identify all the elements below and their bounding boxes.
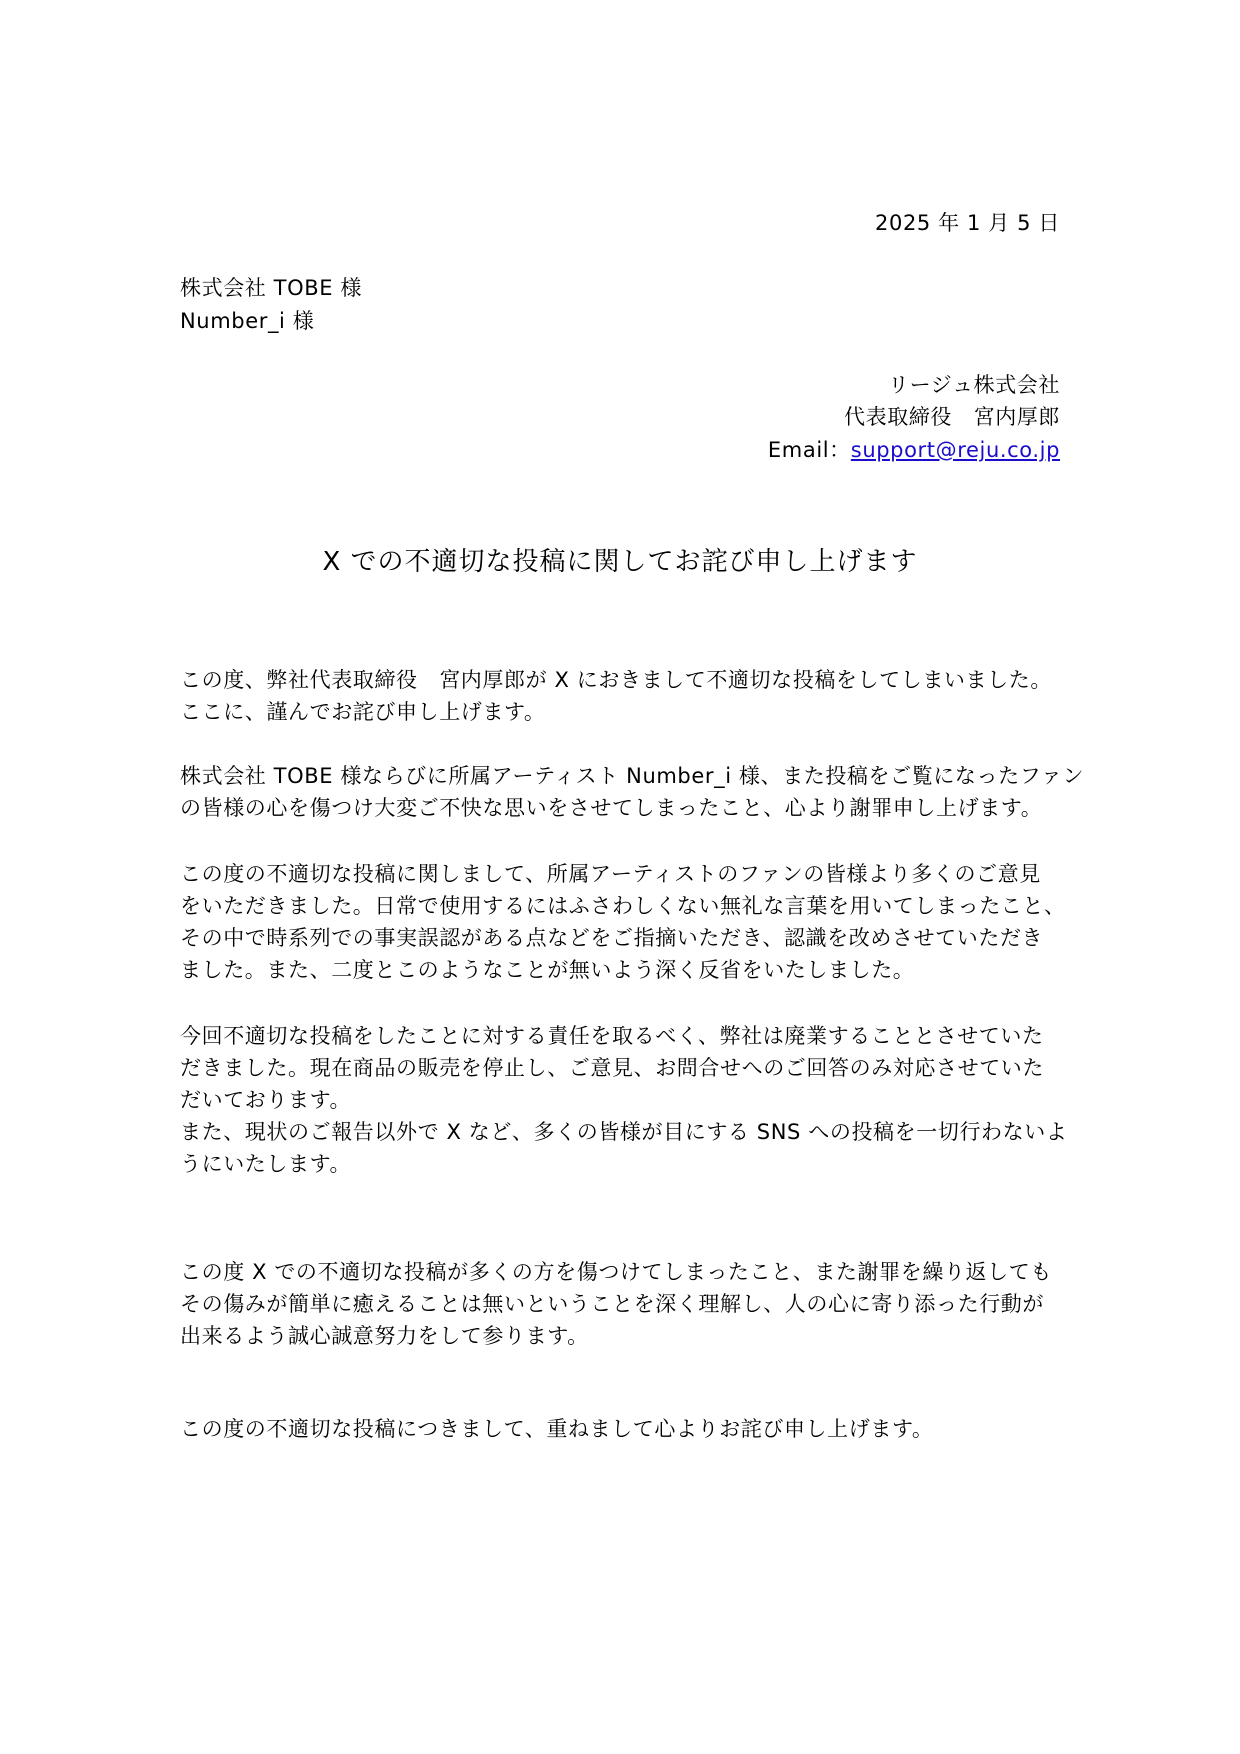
email-link[interactable]: support@reju.co.jp (850, 438, 1060, 462)
letter-date: 2025 年 1 月 5 日 (875, 211, 1060, 235)
paragraph-4-line-2: だきました。現在商品の販売を停止し、ご意見、お問合せへのご回答のみ対応させていた (180, 1056, 1044, 1080)
paragraph-3-line-2: をいただきました。日常で使用するにはふさわしくない無礼な言葉を用いてしまったこと、 (180, 894, 1066, 918)
paragraph-5-line-1: この度 X での不適切な投稿が多くの方を傷つけてしまったこと、また謝罪を繰り返しても (180, 1260, 1052, 1284)
email-label: Email： (767, 438, 851, 462)
paragraph-1-line-2: ここに、謹んでお詫び申し上げます。 (180, 700, 546, 724)
sender-representative: 代表取締役 宮内厚郎 (844, 405, 1060, 429)
addressee-company: 株式会社 TOBE 様 (180, 276, 362, 300)
paragraph-4-line-3: だいております。 (180, 1088, 352, 1112)
addressee-artist: Number_i 様 (180, 309, 315, 333)
paragraph-5-line-2: その傷みが簡単に癒えることは無いということを深く理解し、人の心に寄り添った行動が (180, 1292, 1044, 1316)
paragraph-4-line-1: 今回不適切な投稿をしたことに対する責任を取るべく、弊社は廃業することとさせていた (180, 1024, 1044, 1048)
paragraph-4-line-4: また、現状のご報告以外で X など、多くの皆様が目にする SNS への投稿を一切行わないよ (180, 1120, 1068, 1144)
paragraph-4-line-5: うにいたします。 (180, 1152, 352, 1176)
paragraph-2-line-1: 株式会社 TOBE 様ならびに所属アーティスト Number_i 様、また投稿をご覧になったファン (180, 764, 1085, 788)
paragraph-2-line-2: の皆様の心を傷つけ大変ご不快な思いをさせてしまったこと、心より謝罪申し上げます。 (180, 796, 1043, 820)
sender-email-line (768, 434, 1060, 466)
sender-company: リージュ株式会社 (888, 373, 1060, 397)
paragraph-5-line-3: 出来るよう誠心誠意努力をして参ります。 (180, 1324, 589, 1348)
paragraph-3-line-4: ました。また、二度とこのようなことが無いよう深く反省をいたしました。 (180, 958, 915, 982)
paragraph-6-line-1: この度の不適切な投稿につきまして、重ねまして心よりお詫び申し上げます。 (180, 1417, 934, 1441)
letter-title: X での不適切な投稿に関してお詫び申し上げます (322, 547, 918, 577)
paragraph-3-line-1: この度の不適切な投稿に関しまして、所属アーティストのファンの皆様より多くのご意見 (180, 862, 1041, 886)
paragraph-1-line-1: この度、弊社代表取締役 宮内厚郎が X におきまして不適切な投稿をしてしまいました。 (180, 668, 1052, 692)
paragraph-3-line-3: その中で時系列での事実誤認がある点などをご指摘いただき、認識を改めさせていただき (180, 926, 1044, 950)
